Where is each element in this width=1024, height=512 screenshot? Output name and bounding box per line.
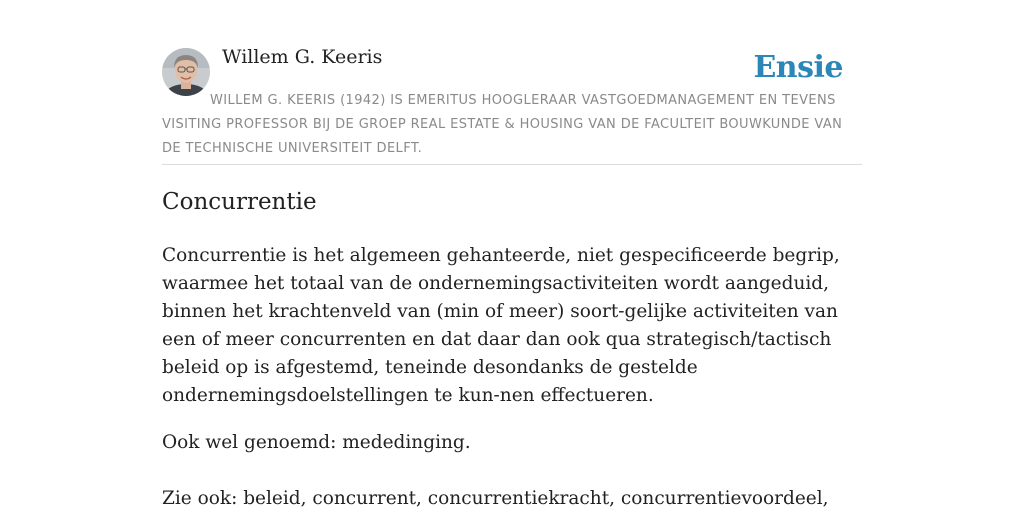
see-also: Zie ook: beleid, concurrent, concurrentiekracht, concurrentievoordeel, (162, 488, 829, 509)
author-bio: WILLEM G. KEERIS (1942) IS EMERITUS HOOGLERAAR VASTGOEDMANAGEMENT EN TEVENS VISITING PROFESSOR BIJ DE GROEP REAL ESTATE & HOUSING VAN DE FACULTEIT BOUWKUNDE VAN DE TECHNISCHE UNIVERSITEIT DELFT. (162, 93, 843, 156)
brand-logo[interactable]: Ensie (753, 50, 843, 85)
author-header (162, 44, 862, 165)
article-title: Concurrentie (162, 189, 317, 215)
article-body: Concurrentie is het algemeen gehanteerde, niet gespecificeerde begrip, waarmee het totaal van de ondernemingsactiviteiten wordt aangeduid, binnen het krachtenveld van (min of meer) soort-gelijke activiteiten van een of meer concurrenten en dat daar dan ook qua strategisch/tactisch beleid op is afgestemd, teneinde desondanks de gestelde ondernemingsdoelstellingen te kun-nen effectueren. (162, 245, 840, 406)
article (162, 184, 862, 512)
also-called: Ook wel genoemd: mededinging. (162, 432, 471, 453)
author-name[interactable]: Willem G. Keeris (222, 46, 383, 68)
